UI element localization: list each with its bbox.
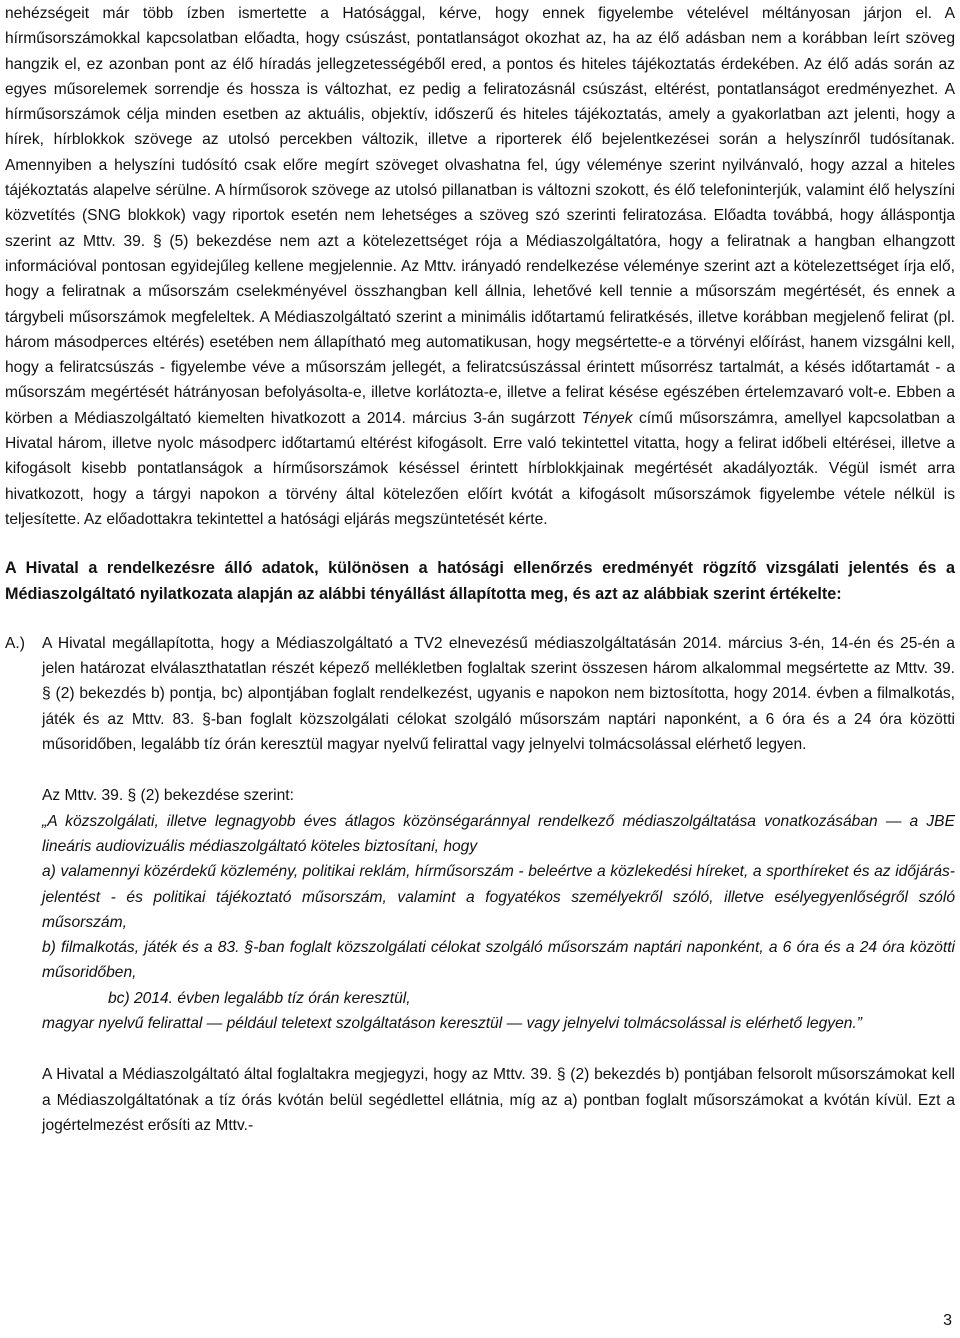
citation-intro: Az Mttv. 39. § (2) bekezdése szerint: <box>42 787 294 805</box>
body-paragraph-1 <box>5 1 955 532</box>
spacer <box>42 1036 955 1062</box>
quote-point-bc: bc) 2014. évben legalább tíz órán keresztül, <box>108 989 411 1007</box>
spacer <box>5 607 955 631</box>
legal-quote <box>42 809 955 1037</box>
list-marker: A.) <box>5 634 25 652</box>
quote-paragraph-intro: „A közszolgálati, illetve legnagyobb éves átlagos közönségaránnyal rendelkező médiaszolgáltatása vonatkozásában — a JBE lineáris audiovizuális médiaszolgáltató köteles biztosítani, hogy <box>42 812 955 855</box>
quote-point-b: b) filmalkotás, játék és a 83. §-ban foglalt közszolgálati célokat szolgáló műsorszám naptári naponként, a 6 óra és a 24 óra közötti műsoridőben, <box>42 939 955 982</box>
quote-closing: magyar nyelvű felirattal — például teletext szolgáltatáson keresztül — vagy jelnyelvi tolmácsolással is elérhető legyen.” <box>42 1014 862 1032</box>
paragraph-text: nehézségeit már több ízben ismertette a Hatósággal, kérve, hogy ennek figyelembe vételével méltányosan járjon el. A hírműsorszámokkal kapcsolatban előadta, hogy csúszást, pontatlanságot okozhat az, ha az élő adásban nem a korábban leírt szöveg hangzik el, ez azonban pont az élő híradás jellegzetességéből ered, a pontos és hiteles tájékoztatás érdekében. Az élő adás során az egyes műsorelemek sorrendje és hossza is változhat, ez pedig a feliratozásnál csúszást, eltérést, pontatlanságot eredményezhet. A hírműsorszámok célja minden esetben az aktuális, objektív, időszerű és hiteles tájékoztatás, amely a gyakorlatban azt jelenti, hogy a hírek, hírblokkok szövege az utolsó percekben változik, illetve a riporterek élő bejelentkezései során a helyszínről tudósítanak. Amennyiben a helyszíni tudósító csak előre megírt szöveget olvashatna fel, úgy véleménye szerint nyilvánvaló, hogy azzal a hiteles tájékoztatás alapelve sérülne. A hírműsorok szövege az utolsó pillanatban is változni szokott, és élő telefoninterjúk, valamint élő helyszíni közvetítés (SNG blokkok) vagy riportok esetén nem lehetséges a szöveg szó szerinti feliratozása. Előadta továbbá, hogy álláspontja szerint az Mttv. 39. § (5) bekezdése nem azt a kötelezettséget rója a Médiaszolgáltatóra, hogy a feliratnak a hangban elhangzott információval pontosan egyidejűleg kellene megjelennie. Az Mttv. irányadó rendelkezése véleménye szerint azt a kötelezettséget írja elő, hogy a feliratnak a műsorszám cselekményével összhangban kell állnia, lehetővé kell tennie a műsorszám megértését, és ennek a tárgybeli műsorszámok megfeleltek. A Médiaszolgáltató szerint a minimális időtartamú feliratkésés, illetve korábban megjelenő felirat (pl. három másodperces eltérés) esetében nem állapítható meg automatikusan, hogy megsértette-e a törvényi előírást, hanem vizsgálni kell, hogy a feliratcsúszás - figyelembe véve a műsorszám jellegét, a feliratcsúszással érintett műsorrész tartalmát, a késés időtartamát - a műsorszám megértését hátrányosan befolyásolta-e, illetve korlátozta-e, illetve a felirat késése egészében értelemzavaró volt-e. Ebben a körben a Médiaszolgáltató kiemelten hivatkozott a 2014. március 3-án sugárzott <box>5 5 955 427</box>
finding-a-text: A Hivatal megállapította, hogy a Médiaszolgáltató a TV2 elnevezésű médiaszolgáltatásán 2014. március 3-én, 14-én és 25-én a jelen határozat elválaszthatatlan részét képező mellékletben foglaltak szerint összesen három alkalommal megsértette az Mttv. 39. § (2) bekezdés b) pontja, bc) alpontjában foglalt rendelkezést, ugyanis e napokon nem biztosította, hogy 2014. évben a filmalkotás, játék és az Mttv. 83. §-ban foglalt közszolgálati célokat szolgáló műsorszám naptári naponként, a 6 óra és a 24 óra közötti műsoridőben, legalább tíz órán keresztül magyar nyelvű felirattal vagy jelnyelvi tolmácsolással elérhető legyen. <box>42 634 955 754</box>
quote-point-a: a) valamennyi közérdekű közlemény, politikai reklám, hírműsorszám - beleértve a közlekedési híreket, a sporthíreket és az időjárás-jelentést - és politikai tájékoztató műsorszám, valamint a fogyatékos személyekről szóló, illetve esélyegyenlőségről szóló műsorszám, <box>42 863 955 931</box>
section-heading: A Hivatal a rendelkezésre álló adatok, különösen a hatósági ellenőrzés eredményét rögzítő vizsgálati jelentés és a Médiaszolgáltató nyilatkozata alapján az alábbi tényállást állapította meg, és azt az alábbiak szerint értékelte: <box>5 559 955 603</box>
legal-citation-block <box>5 783 955 1138</box>
paragraph-text-continued: című műsorszámra, amellyel kapcsolatban a Hivatal három, illetve nyolc másodperc időtartamú eltérést kifogásolt. Erre való tekintettel vitatta, hogy a felirat időbeli eltérései, illetve a kifogásolt kisebb pontatlanságok a hírműsorszámok késéssel érintett hírblokkjainak megértését akadályozták. Végül ismét arra hivatkozott, hogy a tárgyi napokon a törvény által kötelezően előírt kvótát a kifogásolt műsorszámok figyelembe vétele nélkül is teljesítette. Az előadottakra tekintettel a hatósági eljárás megszüntetését kérte. <box>5 409 955 528</box>
page-number: 3 <box>943 1312 952 1329</box>
program-title: Tények <box>581 409 633 427</box>
spacer <box>5 532 955 556</box>
final-paragraph: A Hivatal a Médiaszolgáltató által foglaltakra megjegyzi, hogy az Mttv. 39. § (2) bekezdés b) pontjában felsorolt műsorszámokat kell a Médiaszolgáltatónak a tíz órás kvótán belül segédlettel ellátnia, míg az a) pontban foglalt műsorszámokat a kvótán kívül. Ezt a jogértelmezést erősíti az Mttv.- <box>42 1066 955 1134</box>
spacer <box>5 757 955 783</box>
finding-a <box>5 631 955 757</box>
document-body <box>5 1 955 1138</box>
